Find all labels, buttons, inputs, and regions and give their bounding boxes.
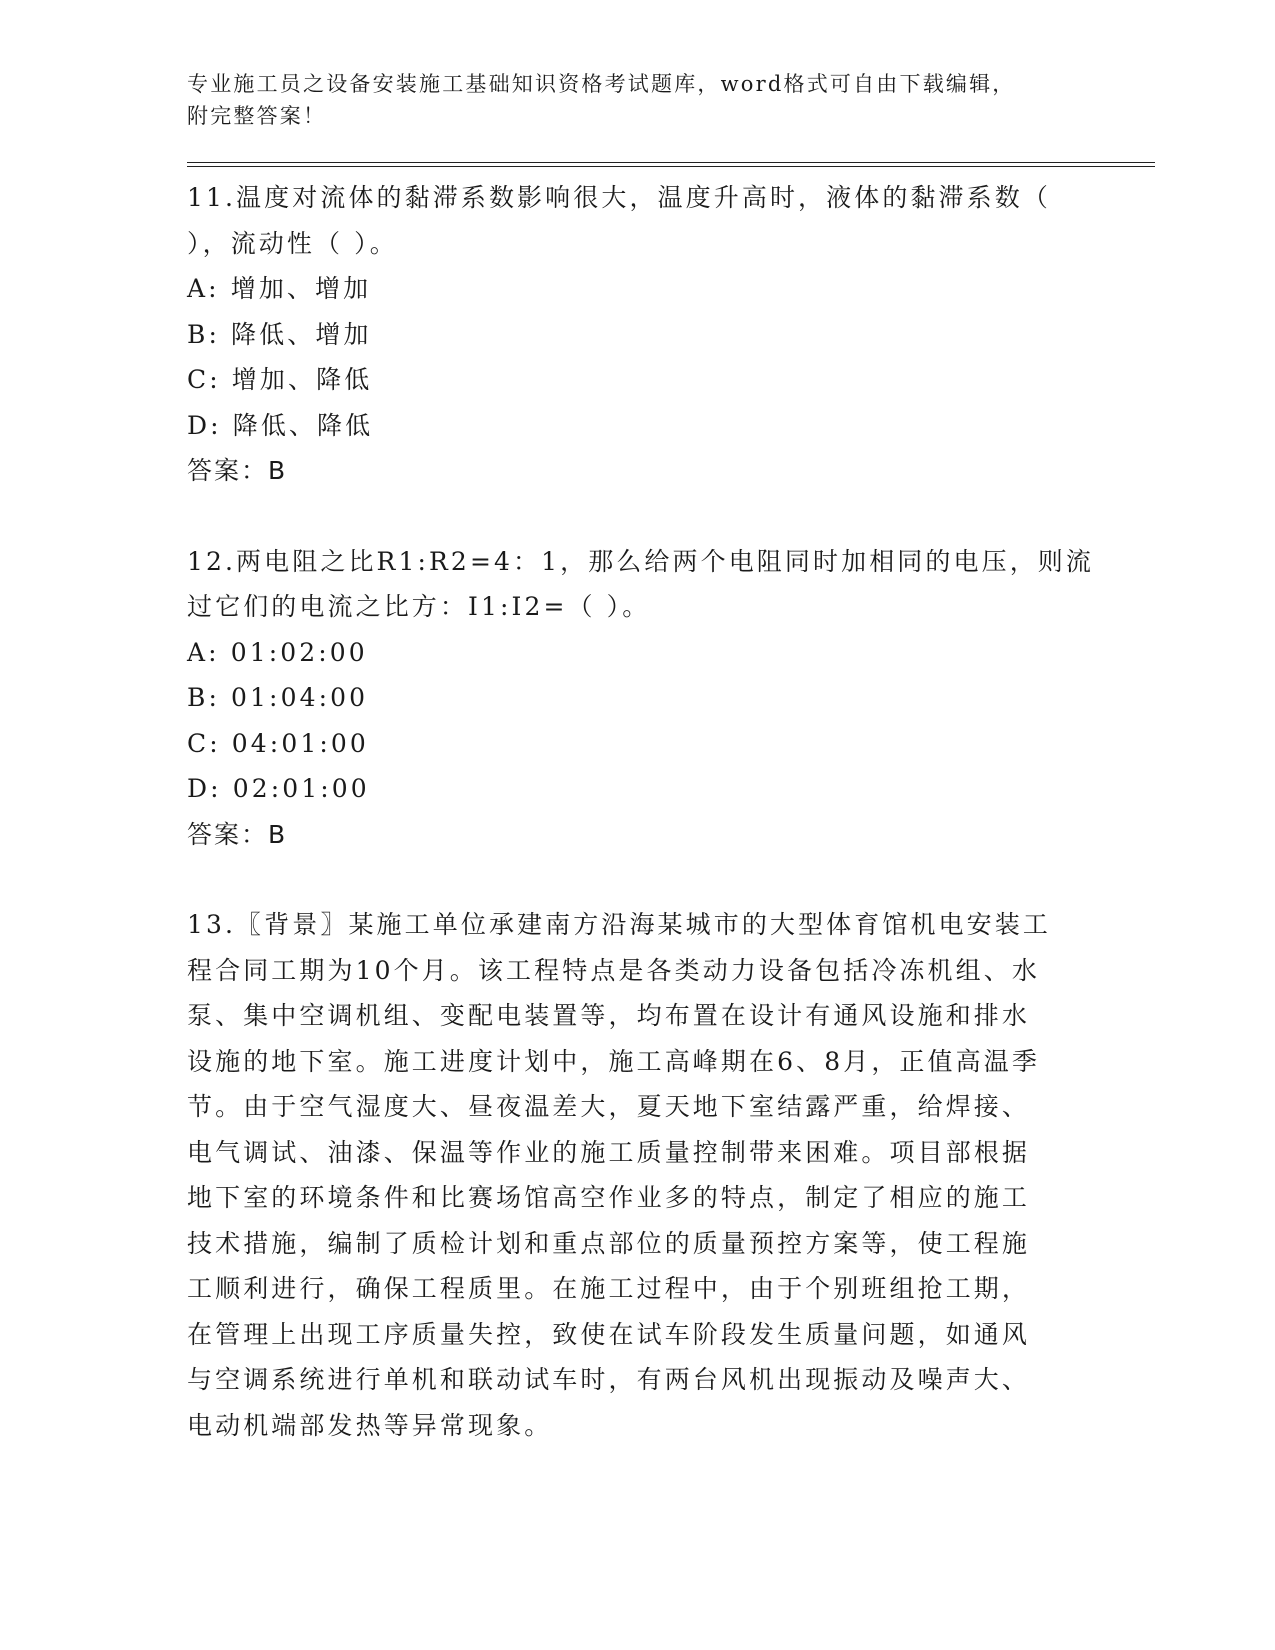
- question-13: [187, 902, 1087, 1448]
- question-stem-line: 在管理上出现工序质量失控，致使在试车阶段发生质量问题，如通风: [187, 1319, 1031, 1349]
- question-stem-line: 地下室的环境条件和比赛场馆高空作业多的特点，制定了相应的施工: [187, 1183, 1031, 1212]
- question-stem-line: 11.温度对流体的黏滞系数影响很大，温度升高时，液体的黏滞系数（: [187, 183, 1051, 212]
- document-page: [187, 68, 1155, 1448]
- question-12: [187, 539, 1094, 858]
- option-b: B: 01:04:00: [187, 683, 369, 712]
- question-stem-line: 与空调系统进行单机和联动试车时，有两台风机出现振动及噪声大、: [187, 1365, 1031, 1394]
- header-divider: [187, 162, 1155, 167]
- answer-line: 答案：B: [187, 819, 288, 849]
- question-stem-line: 13.〖背景〗某施工单位承建南方沿海某城市的大型体育馆机电安装工: [187, 910, 1051, 939]
- question-stem-line: 工顺利进行，确保工程质里。在施工过程中，由于个别班组抢工期，: [187, 1274, 1031, 1303]
- question-stem-line: 电动机端部发热等异常现象。: [187, 1410, 553, 1440]
- question-stem-line: ），流动性（ ）。: [187, 228, 398, 258]
- option-d: D: 02:01:00: [187, 774, 370, 803]
- header-line: 附完整答案！: [187, 104, 327, 128]
- option-c: C: 04:01:00: [187, 728, 369, 758]
- question-11: [187, 175, 1087, 494]
- option-d: D: 降低、降低: [187, 410, 374, 440]
- question-stem-line: 节。由于空气湿度大、昼夜温差大，夏天地下室结露严重，给焊接、: [187, 1092, 1031, 1121]
- option-c: C: 增加、降低: [187, 365, 373, 394]
- answer-line: 答案：B: [187, 456, 288, 485]
- option-b: B: 降低、增加: [187, 319, 372, 349]
- question-stem-line: 程合同工期为10个月。该工程特点是各类动力设备包括冷冻机组、水: [187, 955, 1040, 985]
- document-header: [187, 68, 1155, 132]
- header-line: 专业施工员之设备安装施工基础知识资格考试题库，word格式可自由下载编辑，: [187, 72, 1016, 96]
- question-stem-line: 设施的地下室。施工进度计划中，施工高峰期在6、8月，正值高温季: [187, 1046, 1040, 1076]
- question-stem-line: 技术措施，编制了质检计划和重点部位的质量预控方案等，使工程施: [187, 1228, 1031, 1258]
- option-a: A: 增加、增加: [187, 274, 372, 303]
- question-stem-line: 电气调试、油漆、保温等作业的施工质量控制带来困难。项目部根据: [187, 1137, 1031, 1167]
- question-stem-line: 12.两电阻之比R1:R2=4：1，那么给两个电阻同时加相同的电压，则流: [187, 546, 1094, 576]
- option-a: A: 01:02:00: [187, 637, 368, 667]
- question-stem-line: 过它们的电流之比方：I1:I2=（ ）。: [187, 592, 651, 621]
- question-stem-line: 泵、集中空调机组、变配电装置等，均布置在设计有通风设施和排水: [187, 1001, 1031, 1030]
